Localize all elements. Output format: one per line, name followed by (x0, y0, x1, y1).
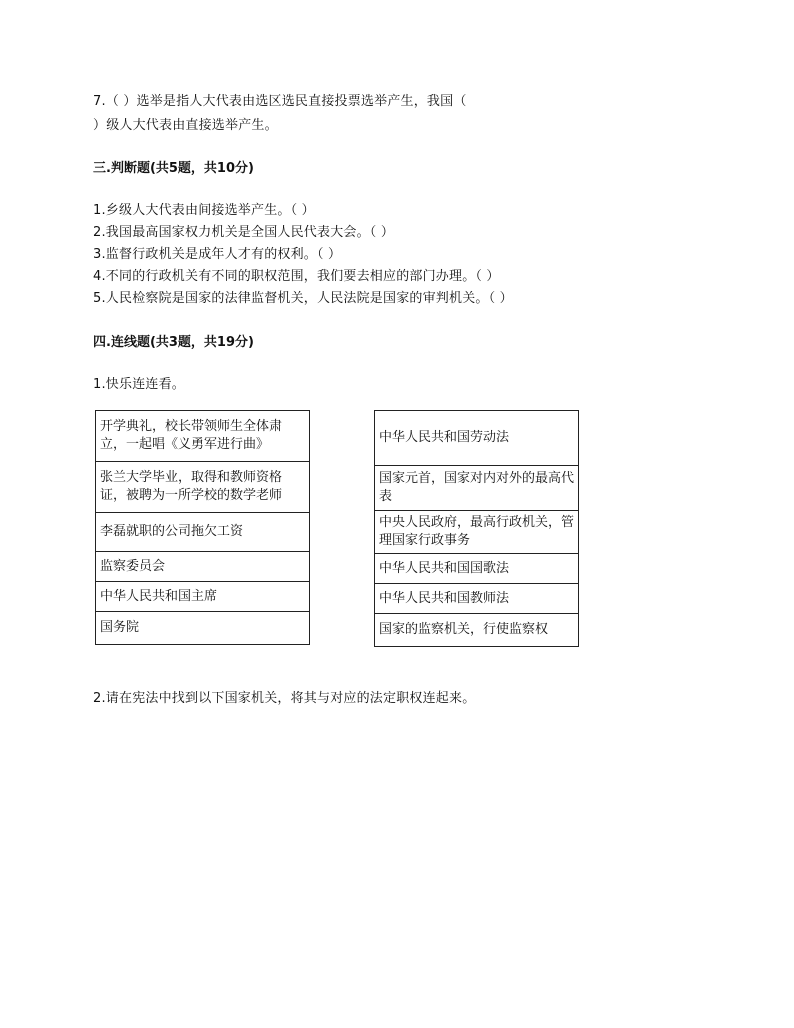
matching-left-item: 开学典礼，校长带领师生全体肃立，一起唱《义勇军进行曲》 (96, 411, 310, 462)
question-7-line-1: 7.（ ）选举是指人大代表由选区选民直接投票选举产生，我国（ (93, 94, 467, 109)
question-7-line-2: ）级人大代表由直接选举产生。 (93, 118, 278, 133)
section-3-title: 三.判断题(共5题，共10分) (93, 161, 254, 176)
matching-left-item: 中华人民共和国主席 (96, 582, 310, 612)
judgement-item-4: 4.不同的行政机关有不同的职权范围，我们要去相应的部门办理。（ ） (93, 269, 500, 284)
matching-right-item: 中华人民共和国国歌法 (375, 554, 579, 584)
matching-left-column (95, 410, 310, 645)
matching-right-column (374, 410, 579, 647)
matching-left-item: 李磊就职的公司拖欠工资 (96, 513, 310, 552)
matching-right-item: 中央人民政府，最高行政机关，管理国家行政事务 (375, 511, 579, 554)
judgement-item-5: 5.人民检察院是国家的法律监督机关，人民法院是国家的审判机关。（ ） (93, 291, 513, 306)
matching-right-item: 中华人民共和国教师法 (375, 584, 579, 614)
matching-right-item: 国家元首，国家对内对外的最高代表 (375, 466, 579, 511)
judgement-item-2: 2.我国最高国家权力机关是全国人民代表大会。（ ） (93, 225, 395, 240)
section-4-title: 四.连线题(共3题，共19分) (93, 335, 254, 350)
judgement-item-3: 3.监督行政机关是成年人才有的权利。（ ） (93, 247, 342, 262)
matching-left-item: 监察委员会 (96, 552, 310, 582)
matching-left-item: 国务院 (96, 612, 310, 645)
matching-question-1-prompt: 1.快乐连连看。 (93, 377, 186, 392)
judgement-item-1: 1.乡级人大代表由间接选举产生。（ ） (93, 203, 315, 218)
matching-left-item: 张兰大学毕业，取得和教师资格证，被聘为一所学校的数学老师 (96, 462, 310, 513)
matching-right-item: 国家的监察机关，行使监察权 (375, 614, 579, 647)
matching-right-item: 中华人民共和国劳动法 (375, 411, 579, 466)
matching-question-2-prompt: 2.请在宪法中找到以下国家机关，将其与对应的法定职权连起来。 (93, 691, 476, 706)
